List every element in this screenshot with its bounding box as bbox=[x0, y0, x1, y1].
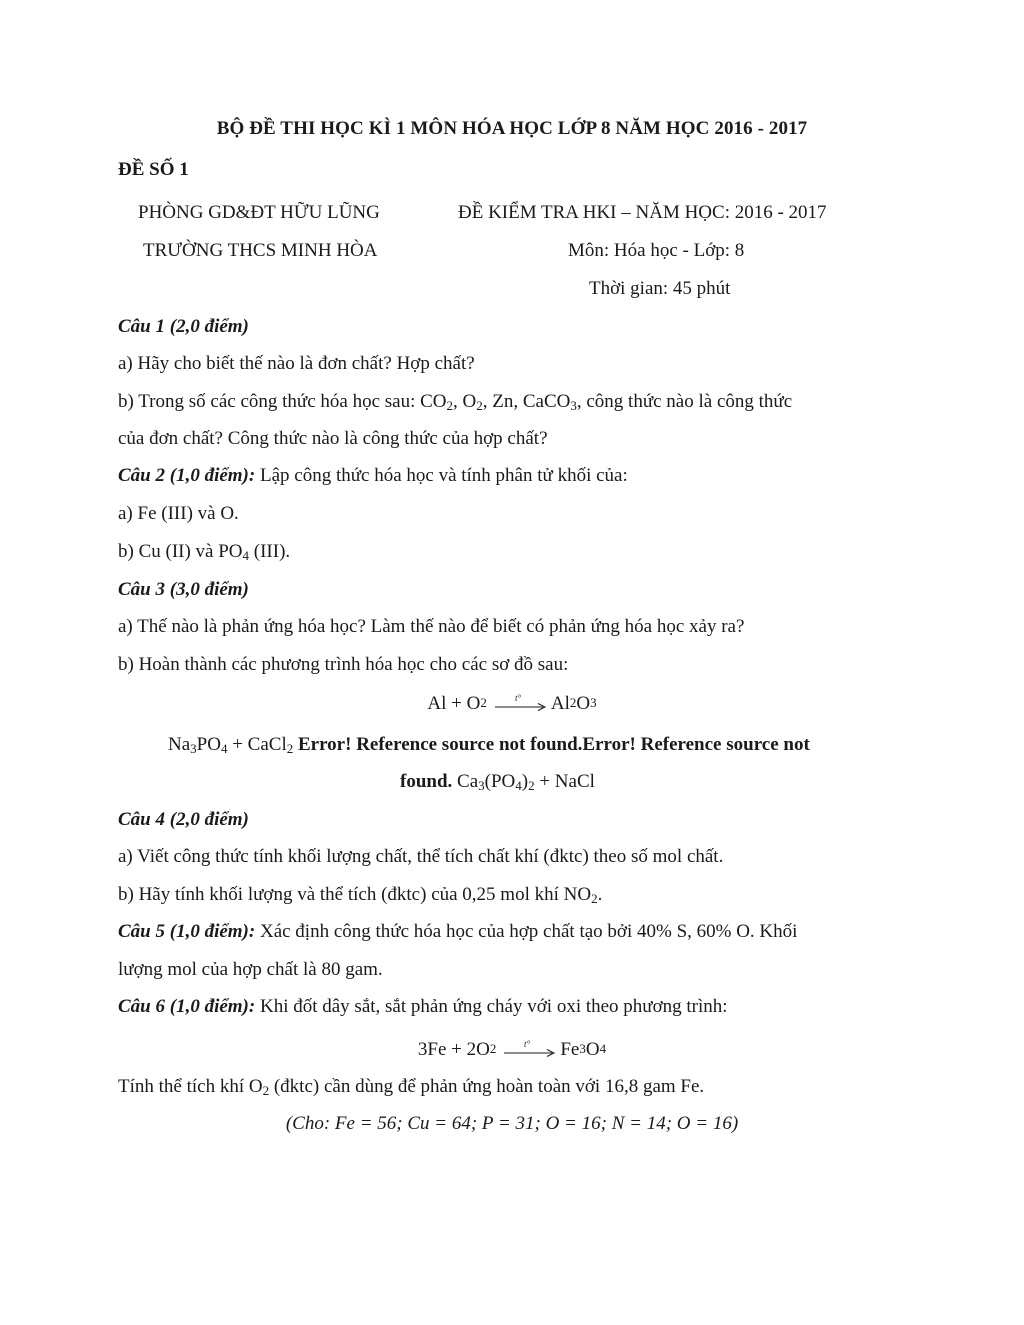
question-3-part-b: b) Hoàn thành các phương trình hóa học cho các sơ đồ sau: bbox=[118, 654, 569, 675]
question-2-part-b: b) Cu (II) và $PO_4$ (III). bbox=[118, 541, 291, 563]
school-name: TRƯỜNG THCS MINH HÒA bbox=[143, 240, 378, 261]
question-3-part-a: a) Thế nào là phản ứng hóa học? Làm thế nào để biết có phản ứng hóa học xảy ra? bbox=[118, 616, 745, 637]
exam-name: ĐỀ KIỂM TRA HKI – NĂM HỌC: 2016 - 2017 bbox=[458, 202, 827, 223]
exam-duration: Thời gian: 45 phút bbox=[589, 278, 731, 299]
reaction-arrow-icon bbox=[502, 1038, 556, 1060]
question-4-label: Câu 4 (2,0 điểm) bbox=[118, 809, 249, 830]
question-6: Câu 6 (1,0 điểm): Khi đốt dây sắt, sắt phản ứng cháy với oxi theo phương trình: bbox=[118, 996, 728, 1017]
atomic-mass-note: (Cho: Fe = 56; Cu = 64; P = 31; O = 16; N = 14; O = 16) bbox=[285, 1113, 739, 1134]
question-6-ask: Tính thể tích khí $O_2$ (đktc) cần dùng để phản ứng hoàn toàn với 16,8 gam Fe. bbox=[118, 1076, 705, 1098]
subject-grade: Môn: Hóa học - Lớp: 8 bbox=[568, 240, 745, 261]
question-4-part-a: a) Viết công thức tính khối lượng chất, thể tích chất khí (đktc) theo số mol chất. bbox=[118, 846, 724, 867]
question-3-label: Câu 3 (3,0 điểm) bbox=[118, 579, 249, 600]
reference-error-text: Error! Reference source not found.Error! Reference source not bbox=[293, 734, 810, 755]
question-1-part-b: b) Trong số các công thức hóa học sau: $CO_2$, $O_2$, Zn, CaCO$_3$, công thức nào là công thức bbox=[118, 391, 793, 413]
document-title: BỘ ĐỀ THI HỌC KÌ 1 MÔN HÓA HỌC LỚP 8 NĂM HỌC 2016 - 2017 bbox=[216, 118, 808, 139]
arrow-temperature-label: t° bbox=[514, 693, 521, 703]
equation-3: 3Fe + 2O 2 t° Fe 3 O 4 bbox=[417, 1038, 607, 1060]
question-4-part-b: b) Hãy tính khối lượng và thể tích (đktc) của 0,25 mol khí $NO_2$. bbox=[118, 884, 603, 906]
question-5: Câu 5 (1,0 điểm): Xác định công thức hóa học của hợp chất tạo bởi 40% S, 60% O. Khối bbox=[118, 921, 798, 942]
question-1-part-b-cont: của đơn chất? Công thức nào là công thức của hợp chất? bbox=[118, 428, 548, 449]
question-1-label: Câu 1 (2,0 điểm) bbox=[118, 316, 249, 337]
reaction-arrow-icon bbox=[493, 692, 547, 714]
question-2-part-a: a) Fe (III) và O. bbox=[118, 503, 239, 524]
question-6-label: Câu 6 (1,0 điểm): bbox=[118, 996, 256, 1017]
exam-number: ĐỀ SỐ 1 bbox=[118, 159, 189, 180]
department-name: PHÒNG GD&ĐT HỮU LŨNG bbox=[138, 202, 380, 223]
question-2-label: Câu 2 (1,0 điểm): bbox=[118, 465, 256, 486]
question-5-label: Câu 5 (1,0 điểm): bbox=[118, 921, 256, 942]
question-2: Câu 2 (1,0 điểm): Lập công thức hóa học và tính phân tử khối của: bbox=[118, 465, 628, 486]
equation-2-line-1: $Na_3PO_4$ + CaCl$_2$ Error! Reference source not found.Error! Reference source not bbox=[168, 734, 810, 756]
question-5-cont: lượng mol của hợp chất là 80 gam. bbox=[118, 959, 383, 980]
question-1-part-a: a) Hãy cho biết thế nào là đơn chất? Hợp chất? bbox=[118, 353, 475, 374]
arrow-temperature-label: t° bbox=[524, 1039, 531, 1049]
equation-1: Al + O 2 t° Al 2 O 3 bbox=[427, 692, 597, 714]
equation-2-line-2: found. $Ca_3(PO_4)_2$ + NaCl bbox=[400, 771, 595, 793]
